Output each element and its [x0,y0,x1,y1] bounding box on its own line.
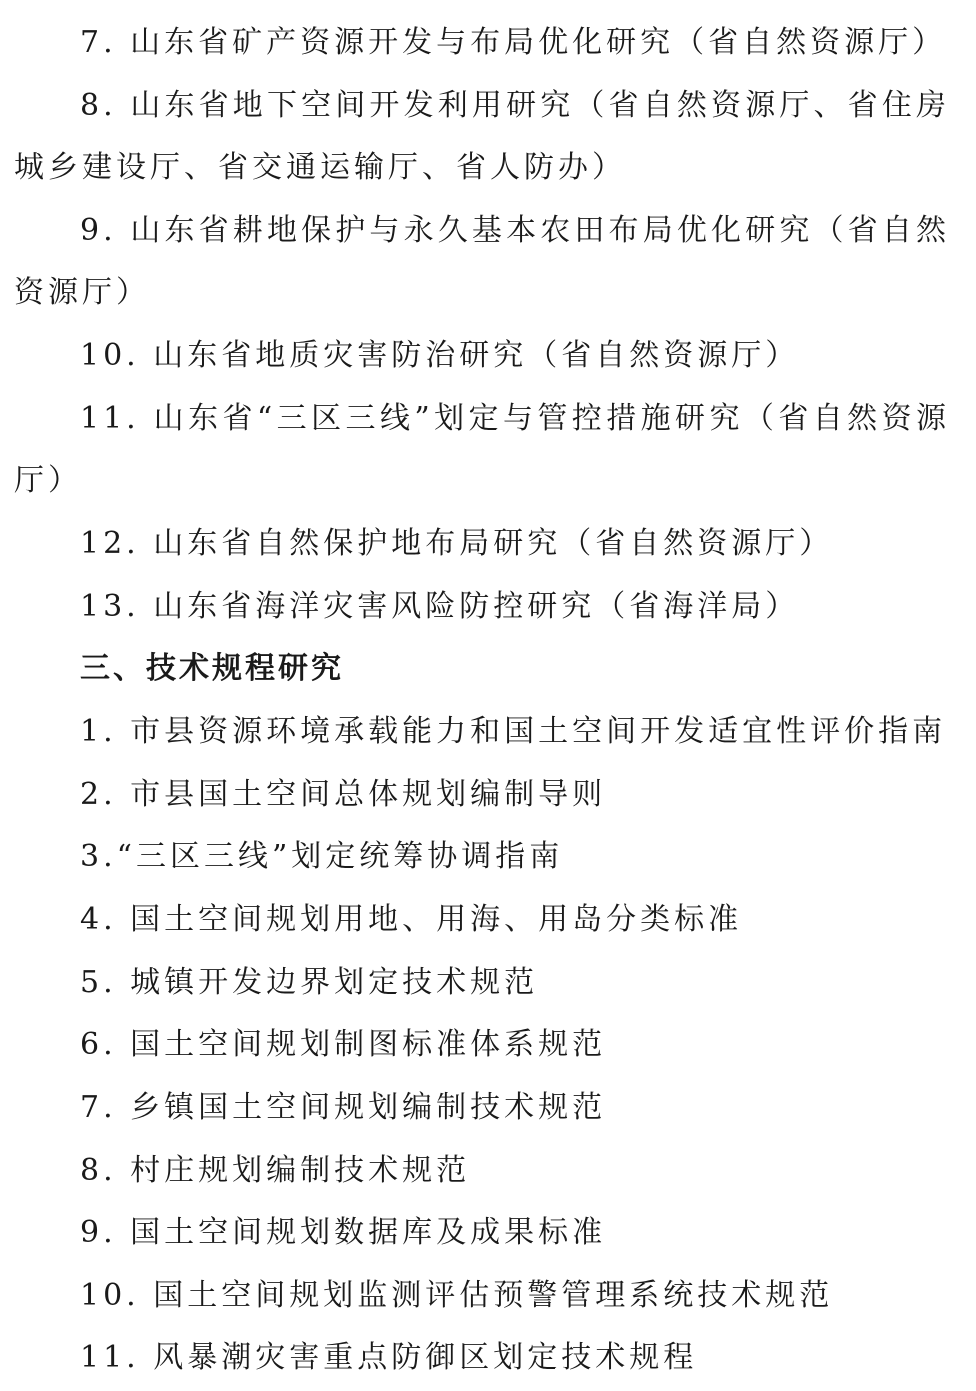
research-item-9-line-2: 资源厅） [14,275,150,310]
spec-item-3: 3.“三区三线”划定统筹协调指南 [80,839,564,874]
spec-item-6: 6. 国土空间规划制图标准体系规范 [80,1027,607,1062]
section-heading-technical-specs: 三、技术规程研究 [80,651,344,686]
research-item-9-line-1: 9. 山东省耕地保护与永久基本农田布局优化研究（省自然 [80,213,950,248]
research-item-7: 7. 山东省矿产资源开发与布局优化研究（省自然资源厅） [80,25,947,60]
spec-item-10: 10. 国土空间规划监测评估预警管理系统技术规范 [80,1278,834,1313]
research-item-11-line-1: 11. 山东省“三区三线”划定与管控措施研究（省自然资源 [80,401,950,436]
spec-item-4: 4. 国土空间规划用地、用海、用岛分类标准 [80,902,743,937]
spec-item-11: 11. 风暴潮灾害重点防御区划定技术规程 [80,1340,698,1375]
spec-item-8: 8. 村庄规划编制技术规范 [80,1153,471,1188]
spec-item-7: 7. 乡镇国土空间规划编制技术规范 [80,1090,607,1125]
research-item-8-line-2: 城乡建设厅、省交通运输厅、省人防办） [14,150,626,185]
spec-item-1: 1. 市县资源环境承载能力和国土空间开发适宜性评价指南 [80,714,947,749]
research-item-11-line-2: 厅） [14,463,82,498]
research-item-10: 10. 山东省地质灾害防治研究（省自然资源厅） [80,338,800,373]
research-item-13: 13. 山东省海洋灾害风险防控研究（省海洋局） [80,589,800,624]
spec-item-5: 5. 城镇开发边界划定技术规范 [80,965,539,1000]
spec-item-9: 9. 国土空间规划数据库及成果标准 [80,1215,607,1250]
spec-item-2: 2. 市县国土空间总体规划编制导则 [80,777,607,812]
research-item-12: 12. 山东省自然保护地布局研究（省自然资源厅） [80,526,834,561]
research-item-8-line-1: 8. 山东省地下空间开发利用研究（省自然资源厅、省住房 [80,88,950,123]
